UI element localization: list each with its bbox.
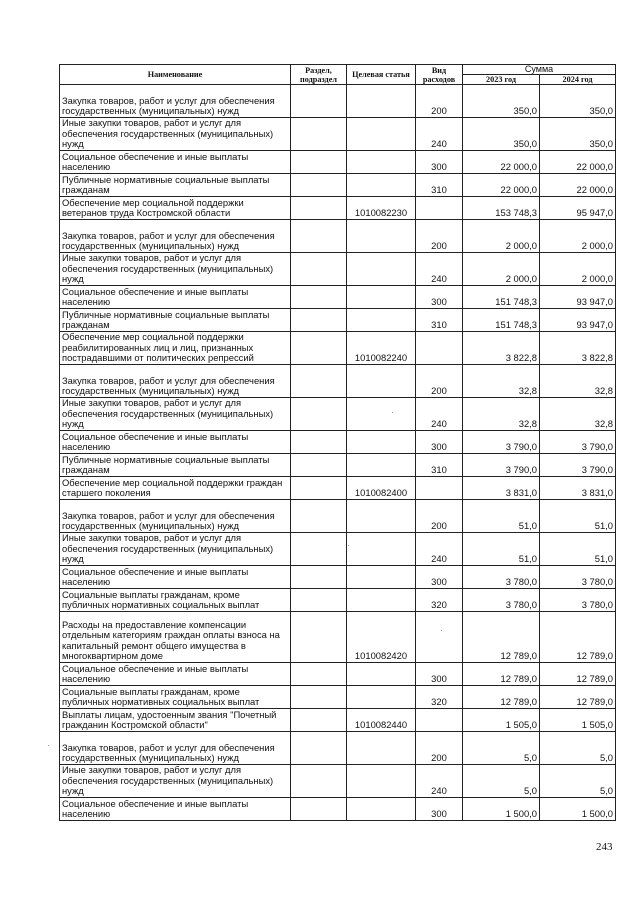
- row-section-cell: [291, 589, 347, 612]
- row-target-cell: 1010082420: [347, 612, 416, 663]
- row-target-cell: [347, 365, 416, 398]
- row-expense-type-cell: 200: [416, 220, 463, 253]
- row-sum-2023-cell: 32,8: [463, 365, 540, 398]
- row-sum-2023-cell: 3 790,0: [463, 454, 540, 477]
- table-row: [60, 174, 616, 197]
- row-target-cell: [347, 174, 416, 197]
- row-sum-2023-cell: 51,0: [463, 533, 540, 566]
- row-section-cell: [291, 151, 347, 174]
- row-expense-type-cell: 300: [416, 798, 463, 821]
- row-name-cell: Публичные нормативные социальные выплаты гражданам: [60, 309, 291, 332]
- table-row: [60, 533, 616, 566]
- row-sum-2023-cell: 3 780,0: [463, 566, 540, 589]
- row-name-cell: Иные закупки товаров, работ и услуг для обеспечения государственных (муниципальных) нужд: [60, 118, 291, 151]
- row-target-cell: [347, 663, 416, 686]
- table-body: [60, 85, 616, 821]
- row-sum-2024-cell: 3 822,8: [540, 332, 616, 365]
- row-sum-2024-cell: 3 831,0: [540, 477, 616, 500]
- row-expense-type-cell: 320: [416, 686, 463, 709]
- row-name-cell: Выплаты лицам, удостоенным звания "Почетный гражданин Костромской области": [60, 709, 291, 732]
- row-section-cell: [291, 533, 347, 566]
- row-name-cell: Социальное обеспечение и иные выплаты населению: [60, 798, 291, 821]
- row-expense-type-cell: 240: [416, 533, 463, 566]
- row-expense-type-cell: 320: [416, 589, 463, 612]
- row-sum-2023-cell: 32,8: [463, 398, 540, 431]
- row-section-cell: [291, 365, 347, 398]
- row-name-cell: Закупка товаров, работ и услуг для обеспечения государственных (муниципальных) нужд: [60, 365, 291, 398]
- budget-table: [59, 64, 616, 821]
- row-sum-2023-cell: 151 748,3: [463, 309, 540, 332]
- table-row: [60, 663, 616, 686]
- row-name-cell: Закупка товаров, работ и услуг для обеспечения государственных (муниципальных) нужд: [60, 732, 291, 765]
- row-sum-2023-cell: 12 789,0: [463, 686, 540, 709]
- row-sum-2024-cell: 1 505,0: [540, 709, 616, 732]
- row-section-cell: [291, 477, 347, 500]
- row-target-cell: [347, 732, 416, 765]
- row-section-cell: [291, 174, 347, 197]
- row-expense-type-cell: 300: [416, 286, 463, 309]
- row-target-cell: 1010082440: [347, 709, 416, 732]
- row-expense-type-cell: 300: [416, 151, 463, 174]
- row-section-cell: [291, 765, 347, 798]
- table-row: [60, 477, 616, 500]
- row-expense-type-cell: [416, 197, 463, 220]
- row-sum-2023-cell: 1 505,0: [463, 709, 540, 732]
- row-name-cell: Обеспечение мер социальной поддержки реабилитированных лиц и лиц, признанных пострадавшими от политических репрессий: [60, 332, 291, 365]
- row-expense-type-cell: 300: [416, 663, 463, 686]
- row-sum-2024-cell: 22 000,0: [540, 174, 616, 197]
- row-expense-type-cell: 200: [416, 365, 463, 398]
- row-section-cell: [291, 709, 347, 732]
- table-row: [60, 431, 616, 454]
- row-sum-2023-cell: 12 789,0: [463, 663, 540, 686]
- row-expense-type-cell: 310: [416, 174, 463, 197]
- row-sum-2023-cell: 5,0: [463, 732, 540, 765]
- row-sum-2023-cell: 3 831,0: [463, 477, 540, 500]
- row-name-cell: Социальное обеспечение и иные выплаты населению: [60, 431, 291, 454]
- row-sum-2023-cell: 350,0: [463, 85, 540, 118]
- table-row: [60, 398, 616, 431]
- row-sum-2024-cell: 350,0: [540, 118, 616, 151]
- row-sum-2024-cell: 12 789,0: [540, 663, 616, 686]
- row-section-cell: [291, 566, 347, 589]
- row-target-cell: [347, 118, 416, 151]
- row-section-cell: [291, 686, 347, 709]
- row-name-cell: Закупка товаров, работ и услуг для обеспечения государственных (муниципальных) нужд: [60, 500, 291, 533]
- row-expense-type-cell: 240: [416, 398, 463, 431]
- row-name-cell: Социальное обеспечение и иные выплаты населению: [60, 286, 291, 309]
- table-row: [60, 589, 616, 612]
- row-section-cell: [291, 309, 347, 332]
- row-expense-type-cell: [416, 612, 463, 663]
- table-row: [60, 309, 616, 332]
- row-target-cell: [347, 798, 416, 821]
- table-row: [60, 365, 616, 398]
- row-sum-2024-cell: 51,0: [540, 533, 616, 566]
- row-section-cell: [291, 732, 347, 765]
- table-row: [60, 220, 616, 253]
- row-sum-2024-cell: 32,8: [540, 398, 616, 431]
- row-section-cell: [291, 118, 347, 151]
- row-sum-2023-cell: 1 500,0: [463, 798, 540, 821]
- row-expense-type-cell: 200: [416, 85, 463, 118]
- row-section-cell: [291, 253, 347, 286]
- row-section-cell: [291, 286, 347, 309]
- header-name: Наименование: [60, 65, 291, 85]
- row-sum-2024-cell: 51,0: [540, 500, 616, 533]
- row-sum-2024-cell: 5,0: [540, 732, 616, 765]
- row-sum-2024-cell: 3 780,0: [540, 566, 616, 589]
- row-sum-2024-cell: 93 947,0: [540, 309, 616, 332]
- row-name-cell: Публичные нормативные социальные выплаты гражданам: [60, 454, 291, 477]
- row-name-cell: Обеспечение мер социальной поддержки ветеранов труда Костромской области: [60, 197, 291, 220]
- row-sum-2023-cell: 350,0: [463, 118, 540, 151]
- table-row: [60, 709, 616, 732]
- row-target-cell: [347, 566, 416, 589]
- row-expense-type-cell: 200: [416, 500, 463, 533]
- row-name-cell: Иные закупки товаров, работ и услуг для обеспечения государственных (муниципальных) нужд: [60, 533, 291, 566]
- scan-speck: [48, 745, 49, 746]
- row-target-cell: [347, 589, 416, 612]
- table-row: [60, 197, 616, 220]
- row-name-cell: Иные закупки товаров, работ и услуг для обеспечения государственных (муниципальных) нужд: [60, 398, 291, 431]
- row-section-cell: [291, 332, 347, 365]
- table-row: [60, 151, 616, 174]
- row-sum-2023-cell: 12 789,0: [463, 612, 540, 663]
- row-name-cell: Иные закупки товаров, работ и услуг для обеспечения государственных (муниципальных) нужд: [60, 765, 291, 798]
- row-target-cell: [347, 533, 416, 566]
- scan-speck: [441, 630, 442, 631]
- header-expense-type: Вид расходов: [416, 65, 463, 85]
- row-expense-type-cell: 310: [416, 309, 463, 332]
- row-expense-type-cell: [416, 332, 463, 365]
- row-name-cell: Социальное обеспечение и иные выплаты населению: [60, 151, 291, 174]
- table-row: [60, 566, 616, 589]
- row-name-cell: Социальное обеспечение и иные выплаты населению: [60, 663, 291, 686]
- row-section-cell: [291, 85, 347, 118]
- row-target-cell: [347, 398, 416, 431]
- row-expense-type-cell: 300: [416, 566, 463, 589]
- row-sum-2023-cell: 2 000,0: [463, 220, 540, 253]
- row-section-cell: [291, 798, 347, 821]
- row-target-cell: 1010082400: [347, 477, 416, 500]
- row-section-cell: [291, 500, 347, 533]
- row-sum-2024-cell: 12 789,0: [540, 686, 616, 709]
- header-sum: Сумма: [463, 65, 616, 75]
- row-section-cell: [291, 398, 347, 431]
- row-sum-2024-cell: 350,0: [540, 85, 616, 118]
- row-expense-type-cell: 200: [416, 732, 463, 765]
- row-expense-type-cell: 300: [416, 431, 463, 454]
- table-row: [60, 732, 616, 765]
- table-row: [60, 454, 616, 477]
- row-target-cell: [347, 686, 416, 709]
- row-name-cell: Публичные нормативные социальные выплаты гражданам: [60, 174, 291, 197]
- row-section-cell: [291, 454, 347, 477]
- header-year-2024: 2024 год: [540, 75, 616, 85]
- row-sum-2024-cell: 1 500,0: [540, 798, 616, 821]
- row-sum-2024-cell: 32,8: [540, 365, 616, 398]
- row-expense-type-cell: [416, 477, 463, 500]
- row-sum-2024-cell: 2 000,0: [540, 220, 616, 253]
- row-target-cell: [347, 85, 416, 118]
- row-target-cell: [347, 454, 416, 477]
- header-section: Раздел, подраздел: [291, 65, 347, 85]
- row-name-cell: Социальное обеспечение и иные выплаты населению: [60, 566, 291, 589]
- table-row: [60, 765, 616, 798]
- table-row: [60, 500, 616, 533]
- row-section-cell: [291, 220, 347, 253]
- row-sum-2023-cell: 22 000,0: [463, 151, 540, 174]
- row-sum-2023-cell: 3 780,0: [463, 589, 540, 612]
- scan-speck: [392, 412, 393, 413]
- row-target-cell: [347, 309, 416, 332]
- header-target: Целевая статья: [347, 65, 416, 85]
- row-name-cell: Закупка товаров, работ и услуг для обеспечения государственных (муниципальных) нужд: [60, 220, 291, 253]
- row-sum-2024-cell: 3 780,0: [540, 589, 616, 612]
- table-row: [60, 332, 616, 365]
- row-expense-type-cell: [416, 709, 463, 732]
- row-sum-2023-cell: 3 790,0: [463, 431, 540, 454]
- row-sum-2023-cell: 22 000,0: [463, 174, 540, 197]
- row-section-cell: [291, 431, 347, 454]
- table-row: [60, 118, 616, 151]
- row-target-cell: [347, 286, 416, 309]
- table-row: [60, 612, 616, 663]
- row-name-cell: Обеспечение мер социальной поддержки граждан старшего поколения: [60, 477, 291, 500]
- row-name-cell: Закупка товаров, работ и услуг для обеспечения государственных (муниципальных) нужд: [60, 85, 291, 118]
- row-target-cell: 1010082230: [347, 197, 416, 220]
- row-sum-2024-cell: 3 790,0: [540, 454, 616, 477]
- table-row: [60, 253, 616, 286]
- row-name-cell: Социальные выплаты гражданам, кроме публичных нормативных социальных выплат: [60, 589, 291, 612]
- row-sum-2023-cell: 2 000,0: [463, 253, 540, 286]
- row-section-cell: [291, 197, 347, 220]
- row-target-cell: [347, 151, 416, 174]
- row-expense-type-cell: 240: [416, 118, 463, 151]
- row-section-cell: [291, 612, 347, 663]
- table-row: [60, 286, 616, 309]
- table-row: [60, 686, 616, 709]
- row-expense-type-cell: 240: [416, 253, 463, 286]
- row-sum-2024-cell: 93 947,0: [540, 286, 616, 309]
- row-expense-type-cell: 240: [416, 765, 463, 798]
- row-sum-2024-cell: 95 947,0: [540, 197, 616, 220]
- row-target-cell: [347, 431, 416, 454]
- row-name-cell: Иные закупки товаров, работ и услуг для обеспечения государственных (муниципальных) нужд: [60, 253, 291, 286]
- row-sum-2023-cell: 151 748,3: [463, 286, 540, 309]
- row-sum-2023-cell: 5,0: [463, 765, 540, 798]
- page-number: 243: [596, 841, 613, 853]
- row-sum-2024-cell: 3 790,0: [540, 431, 616, 454]
- row-target-cell: [347, 253, 416, 286]
- row-target-cell: [347, 765, 416, 798]
- row-sum-2023-cell: 51,0: [463, 500, 540, 533]
- row-name-cell: Социальные выплаты гражданам, кроме публичных нормативных социальных выплат: [60, 686, 291, 709]
- row-target-cell: [347, 220, 416, 253]
- scan-speck: [348, 545, 349, 546]
- row-expense-type-cell: 310: [416, 454, 463, 477]
- row-sum-2024-cell: 12 789,0: [540, 612, 616, 663]
- table-row: [60, 798, 616, 821]
- row-name-cell: Расходы на предоставление компенсации отдельным категориям граждан оплаты взноса на капитальный ремонт общего имущества в многоквартирном доме: [60, 612, 291, 663]
- row-sum-2024-cell: 5,0: [540, 765, 616, 798]
- row-section-cell: [291, 663, 347, 686]
- row-sum-2024-cell: 22 000,0: [540, 151, 616, 174]
- row-target-cell: [347, 500, 416, 533]
- row-sum-2023-cell: 153 748,3: [463, 197, 540, 220]
- row-sum-2023-cell: 3 822,8: [463, 332, 540, 365]
- table-row: [60, 85, 616, 118]
- row-target-cell: 1010082240: [347, 332, 416, 365]
- row-sum-2024-cell: 2 000,0: [540, 253, 616, 286]
- header-year-2023: 2023 год: [463, 75, 540, 85]
